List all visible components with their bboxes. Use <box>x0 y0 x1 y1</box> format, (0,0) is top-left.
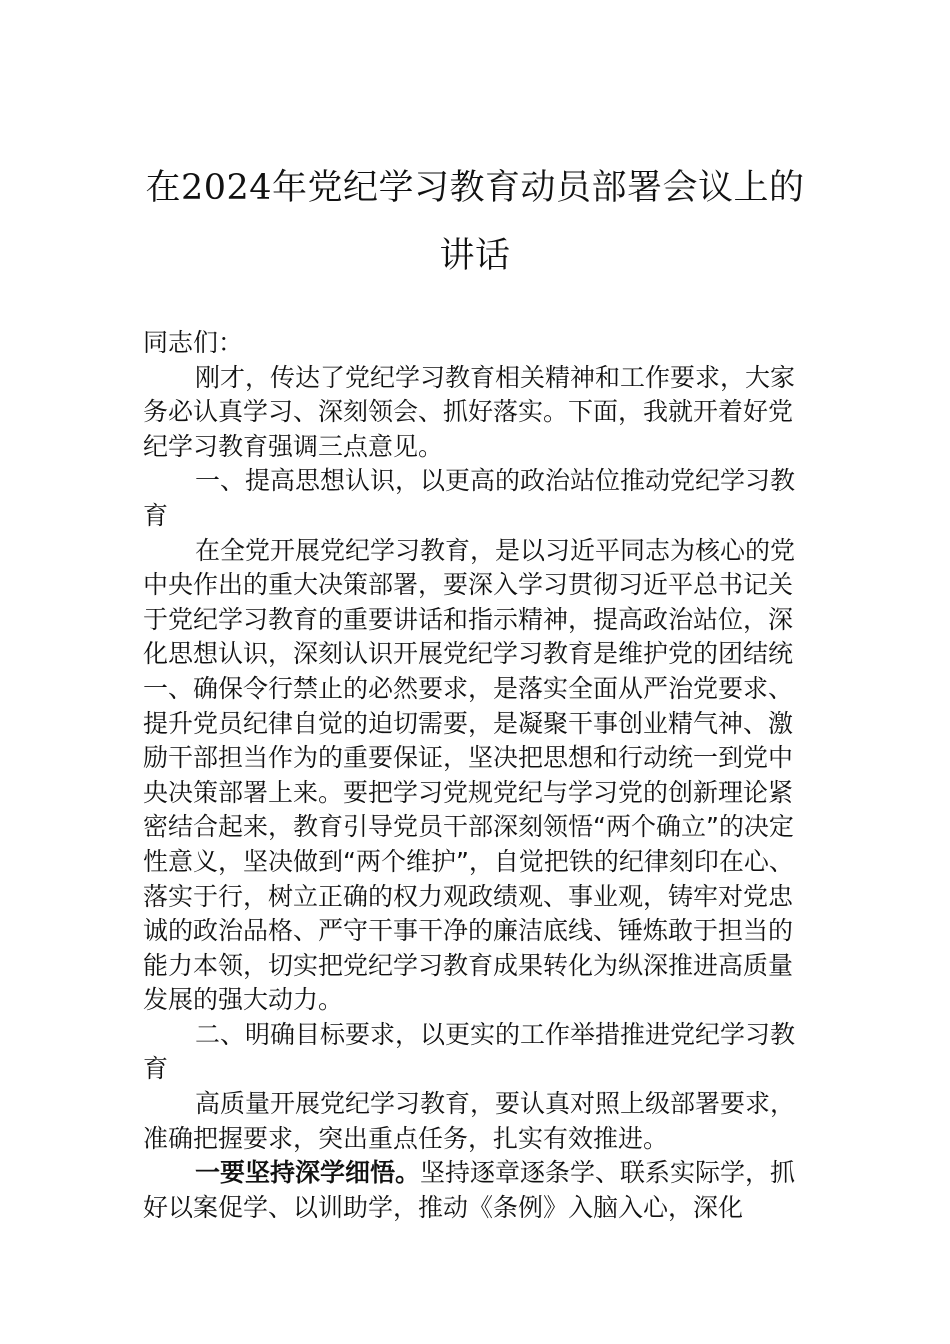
paragraph-section-1: 在全党开展党纪学习教育，是以习近平同志为核心的党中央作出的重大决策部署，要深入学习贯彻习近平总书记关于党纪学习教育的重要讲话和指示精神，提高政治站位，深化思想认识，深刻认识开展党纪学习教育是维护党的团结统一、确保令行禁止的必然要求，是落实全面从严治党要求、提升党员纪律自觉的迫切需要，是凝聚干事创业精气神、激励干部担当作为的重要保证，坚决把思想和行动统一到党中央决策部署上来。要把学习党规党纪与学习党的创新理论紧密结合起来，教育引导党员干部深刻领悟“两个确立”的决定性意义，坚决做到“两个维护”，自觉把铁的纪律刻印在心、落实于行，树立正确的权力观政绩观、事业观，铸牢对党忠诚的政治品格、严守干事干净的廉洁底线、锤炼敢于担当的能力本领，切实把党纪学习教育成果转化为纵深推进高质量发展的强大动力。 <box>143 535 796 1015</box>
document-title-line-1: 在2024年党纪学习教育动员部署会议上的 <box>145 168 805 208</box>
paragraph-point-1 <box>143 1156 811 1225</box>
document-body <box>143 326 811 1225</box>
paragraph-section-2: 高质量开展党纪学习教育，要认真对照上级部署要求，准确把握要求，突出重点任务，扎实有效推进。 <box>143 1089 796 1153</box>
section-heading-1: 一、提高思想认识，以更高的政治站位推动党纪学习教育 <box>143 466 796 530</box>
paragraph-intro: 刚才，传达了党纪学习教育相关精神和工作要求，大家务必认真学习、深刻领会、抓好落实。下面，我就开着好党纪学习教育强调三点意见。 <box>143 362 796 461</box>
salutation: 同志们： <box>143 328 244 357</box>
point-1-lead: 一要坚持深学细悟。 <box>195 1158 421 1188</box>
document-title-line-2: 讲话 <box>439 236 511 276</box>
section-heading-2: 二、明确目标要求，以更实的工作举措推进党纪学习教育 <box>143 1019 796 1084</box>
point-1-text: 坚持逐章逐条学、联系实际学，抓好以案促学、以训助学，推动《条例》入脑入心，深化 <box>143 1158 796 1222</box>
